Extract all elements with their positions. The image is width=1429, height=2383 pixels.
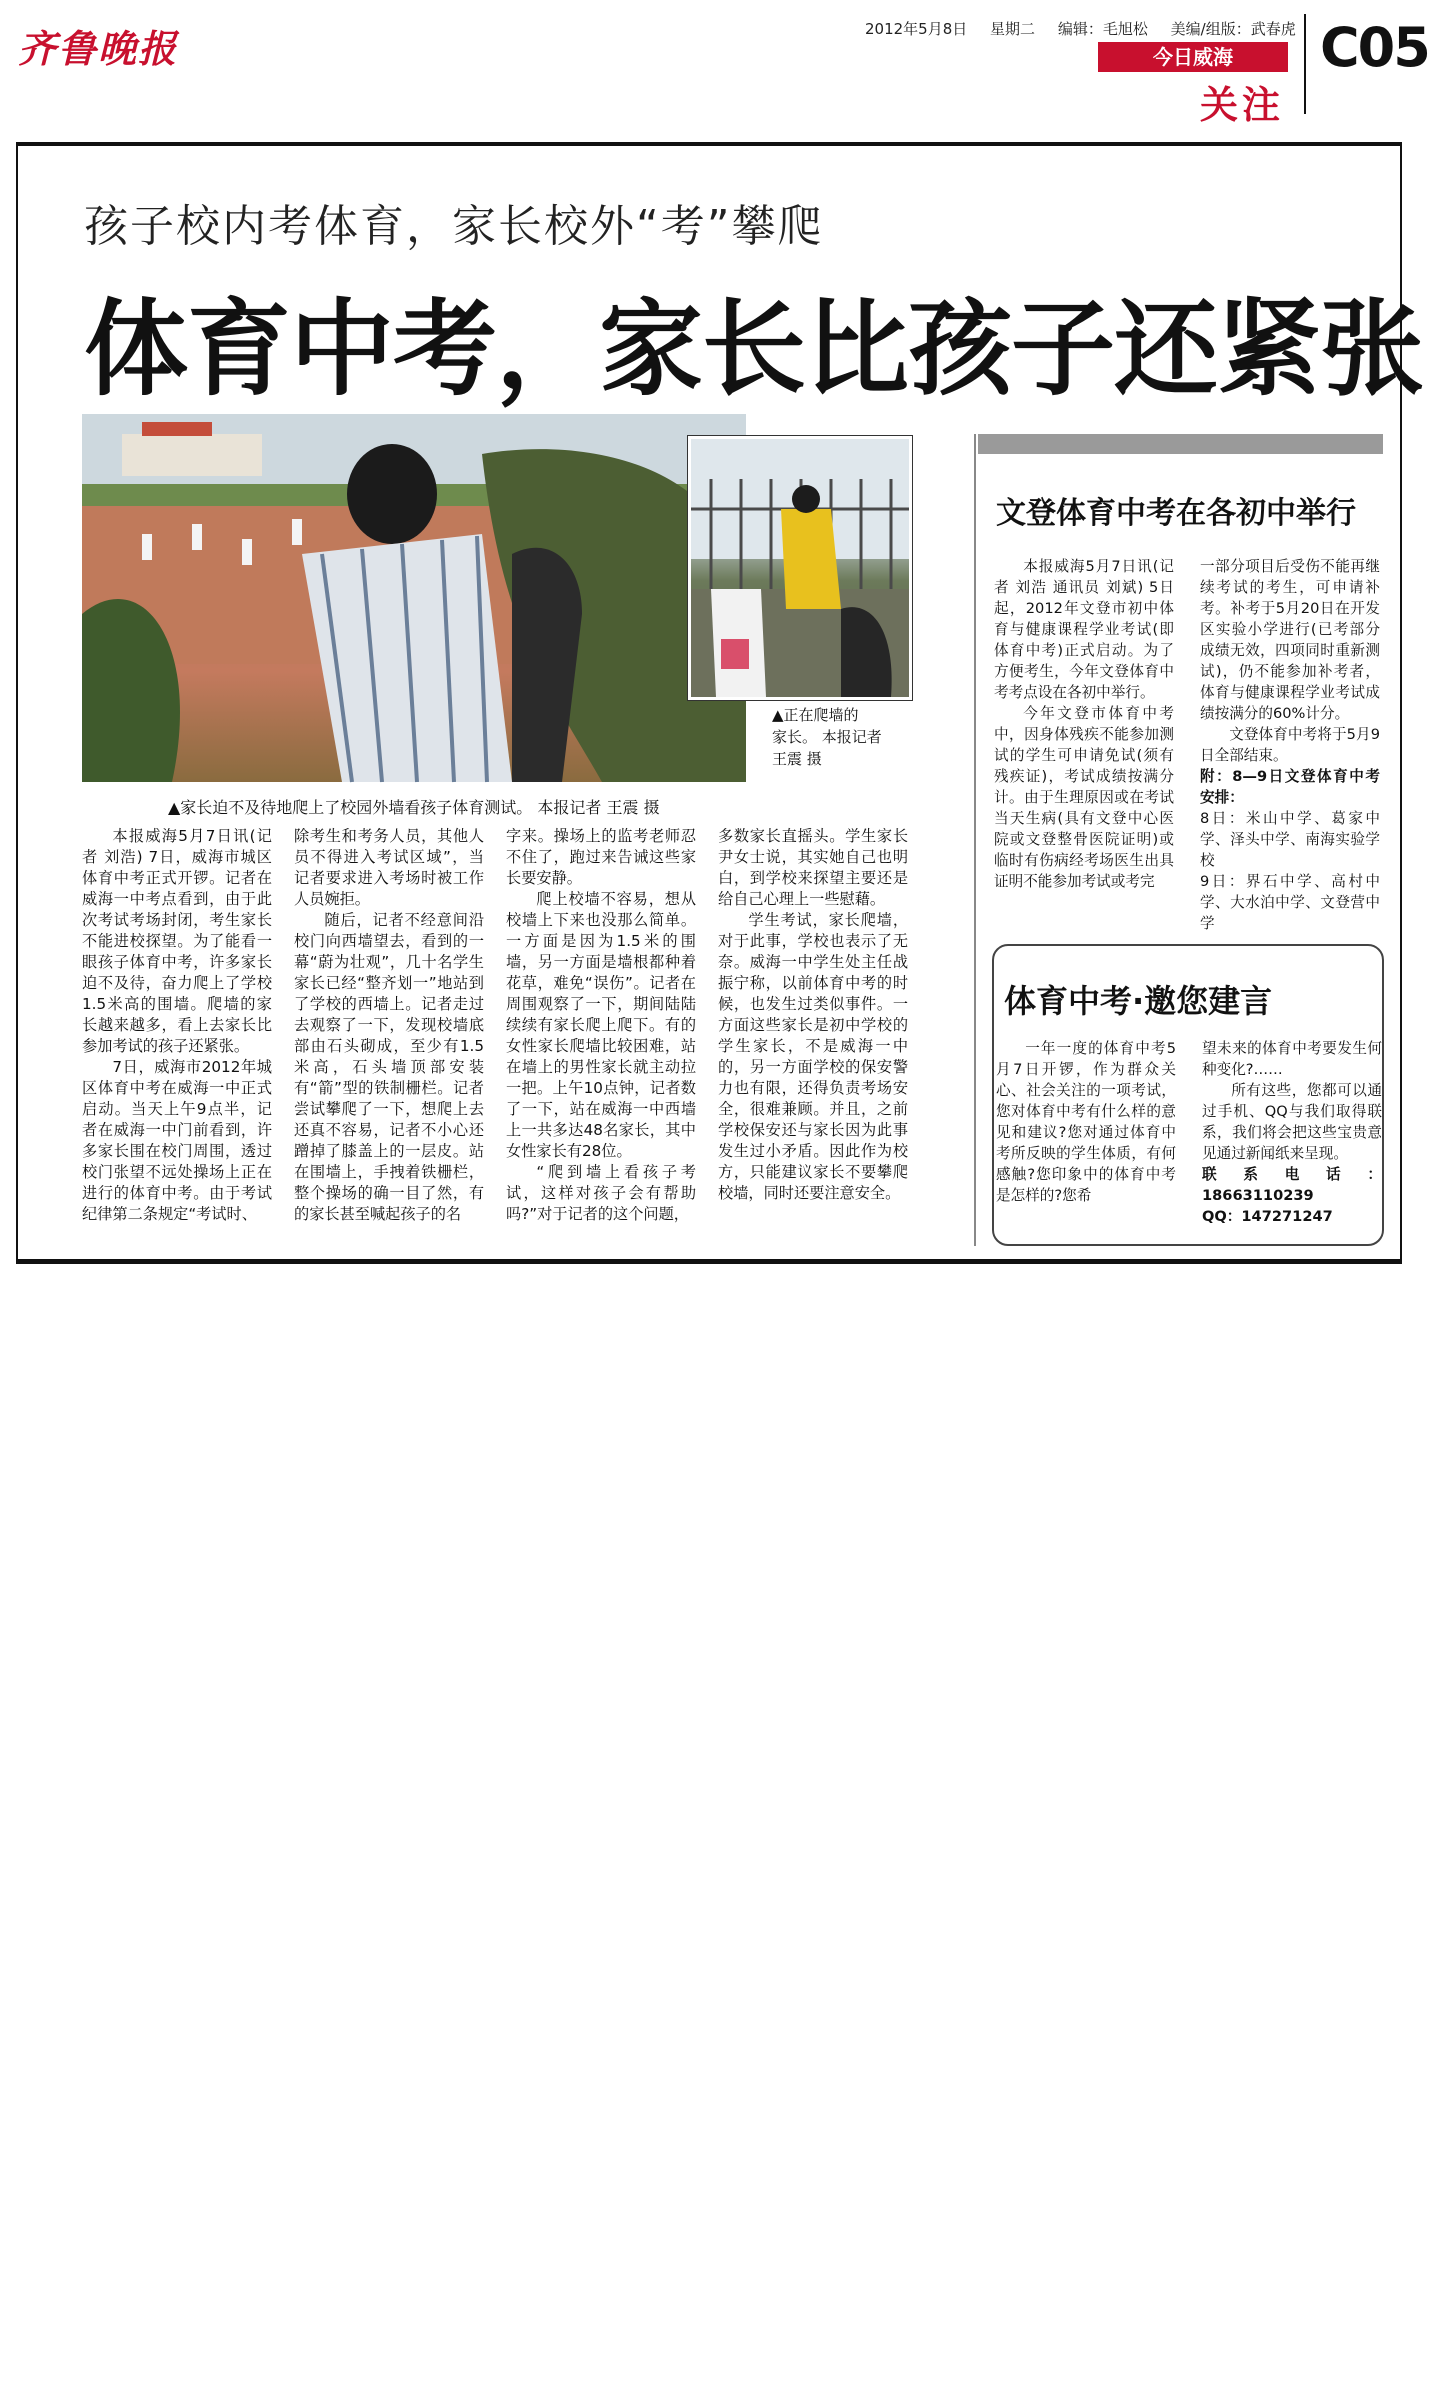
article-column-2 — [294, 826, 484, 1225]
suggestion-paragraph: 望未来的体育中考要发生何种变化?…… — [1202, 1040, 1382, 1078]
inset-photo — [688, 436, 912, 700]
section-tag: 今日威海 — [1098, 42, 1288, 72]
sidebar-paragraph: 文登体育中考将于5月9日全部结束。 — [1200, 726, 1380, 764]
header-divider — [1304, 14, 1306, 114]
sidebar-paragraph: 9日：界石中学、高村中学、大水泊中学、文登营中学 — [1200, 873, 1380, 932]
article-paragraph: 字来。操场上的监考老师忍不住了，跑过来告诫这些家长要安静。 — [506, 827, 696, 887]
contact-qq: QQ：147271247 — [1202, 1208, 1333, 1225]
sidebar-paragraph: 本报威海5月7日讯(记者 刘浩 通讯员 刘斌) 5日起，2012年文登市初中体育与健康课程学业考试(即体育中考)正式启动。为了方便考生，今年文登体育中考考点设在各初中举行。 — [994, 558, 1174, 701]
inset-caption-line: 家长。 本报记者 — [772, 728, 882, 746]
section-name: 关注 — [1200, 83, 1285, 127]
issue-date: 2012年5月8日 — [865, 20, 968, 38]
page-number: C05 — [1320, 16, 1429, 79]
article-paragraph: 学生考试，家长爬墙，对于此事，学校也表示了无奈。威海一中学生处主任战振宁称，以前体育中考的时候，也发生过类似事件。一方面这些家长是初中学校的学生家长，不是威海一中的，另一方面学校的保安警力也有限，还得负责考场安全，很难兼顾。并且，之前学校保安还与家长因为此事发生过小矛盾。因此作为校方，只能建议家长不要攀爬校墙，同时还要注意安全。 — [718, 911, 908, 1202]
suggestion-paragraph: 所有这些，您都可以通过手机、QQ与我们取得联系，我们将会把这些宝贵意见通过新闻纸来呈现。 — [1202, 1082, 1382, 1162]
article-paragraph: 本报威海5月7日讯(记者 刘浩) 7日，威海市城区体育中考正式开锣。记者在威海一中考点看到，由于此次考试考场封闭，考生家长不能进校探望。为了能看一眼孩子体育中考，许多家长迫不及待，奋力爬上了学校1.5米高的围墙。爬墙的家长越来越多，看上去家长比参加考试的孩子还紧张。 — [82, 827, 272, 1055]
article-column-1 — [82, 826, 272, 1225]
contact-phone: 联系电话：18663110239 — [1202, 1166, 1382, 1204]
sidebar-divider — [974, 434, 976, 1246]
sidebar-paragraph: 8日：米山中学、葛家中学、泽头中学、南海实验学校 — [1200, 810, 1380, 869]
suggestion-column-2 — [1202, 1038, 1382, 1227]
article-column-4 — [718, 826, 908, 1204]
inset-caption-line: ▲正在爬墙的 — [772, 706, 859, 724]
main-photo-caption: ▲家长迫不及待地爬上了校园外墙看孩子体育测试。 本报记者 王震 摄 — [168, 798, 660, 817]
article-paragraph: 随后，记者不经意间沿校门向西墙望去，看到的一幕“蔚为壮观”，几十名学生家长已经“整齐划一”地站到了学校的西墙上。记者走过去观察了一下，发现校墙底部由石头砌成，至少有1.5米高，石头墙顶部安装有“箭”型的铁制栅栏。记者尝试攀爬了一下，想爬上去还真不容易，记者不小心还蹭掉了膝盖上的一层皮。站在围墙上，手拽着铁栅栏，整个操场的确一目了然，有的家长甚至喊起孩子的名 — [294, 911, 484, 1223]
article-paragraph: “爬到墙上看孩子考试，这样对孩子会有帮助吗?”对于记者的这个问题， — [506, 1163, 696, 1223]
main-photo — [82, 414, 746, 782]
article-paragraph: 爬上校墙不容易，想从校墙上下来也没那么简单。一方面是因为1.5米的围墙，另一方面是墙根都种着花草，难免“误伤”。记者在周围观察了一下，期间陆陆续续有家长爬上爬下。有的女性家长爬墙比较困难，站在墙上的男性家长就主动拉一把。上午10点钟，记者数了一下，站在威海一中西墙上一共多达48名家长，其中女性家长有28位。 — [506, 890, 696, 1160]
inset-photo-illustration — [691, 439, 909, 697]
article-paragraph: 多数家长直摇头。学生家长尹女士说，其实她自己也明白，到学校来探望主要还是给自己心理上一些慰藉。 — [718, 827, 908, 908]
sidebar-paragraph: 附：8—9日文登体育中考安排： — [1200, 768, 1380, 806]
sidebar-header-bar — [978, 434, 1383, 454]
newspaper-logo: 齐鲁晚报 — [18, 26, 179, 71]
sidebar-paragraph: 一部分项目后受伤不能再继续考试的考生，可申请补考。补考于5月20日在开发区实验小学进行(已考部分成绩无效，四项同时重新测试)，仍不能参加补考者，体育与健康课程学业考试成绩按满分的60%计分。 — [1200, 558, 1380, 722]
article-paragraph: 除考生和考务人员，其他人员不得进入考试区域”，当记者要求进入考场时被工作人员婉拒。 — [294, 827, 484, 908]
page-meta — [865, 18, 1314, 39]
editor-credit: 编辑：毛旭松 — [1057, 20, 1148, 38]
inset-photo-caption — [772, 704, 912, 770]
designer-credit: 美编/组版：武春虎 — [1170, 20, 1296, 38]
suggestion-box-title: 体育中考·邀您建言 — [1004, 982, 1273, 1020]
sidebar-column-2 — [1200, 556, 1380, 934]
issue-weekday: 星期二 — [990, 20, 1036, 38]
article-paragraph: 7日，威海市2012年城区体育中考在威海一中正式启动。当天上午9点半，记者在威海一中门前看到，许多家长围在校门周围，透过校门张望不远处操场上正在进行的体育中考。由于考试纪律第二条规定“考试时、 — [82, 1058, 272, 1223]
sidebar-column-1 — [994, 556, 1174, 892]
sidebar-paragraph: 今年文登市体育中考中，因身体残疾不能参加测试的学生可申请免试(须有残疾证)，考试成绩按满分计。由于生理原因或在考试当天生病(具有文登中心医院或文登整骨医院证明)或临时有伤病经考场医生出具证明不能参加考试或考完 — [994, 705, 1174, 890]
main-photo-illustration — [82, 414, 746, 782]
article-column-3 — [506, 826, 696, 1225]
sidebar-title: 文登体育中考在各初中举行 — [996, 496, 1356, 531]
inset-caption-line: 王震 摄 — [772, 750, 822, 768]
article-kicker: 孩子校内考体育，家长校外“考”攀爬 — [84, 201, 824, 252]
article-headline: 体育中考，家长比孩子还紧张 — [84, 288, 1424, 410]
suggestion-column-1 — [996, 1038, 1176, 1206]
suggestion-paragraph: 一年一度的体育中考5月7日开锣，作为群众关心、社会关注的一项考试，您对体育中考有什么样的意见和建议?您对通过体育中考所反映的学生体质，有何感触?您印象中的体育中考是怎样的?您希 — [996, 1040, 1176, 1204]
